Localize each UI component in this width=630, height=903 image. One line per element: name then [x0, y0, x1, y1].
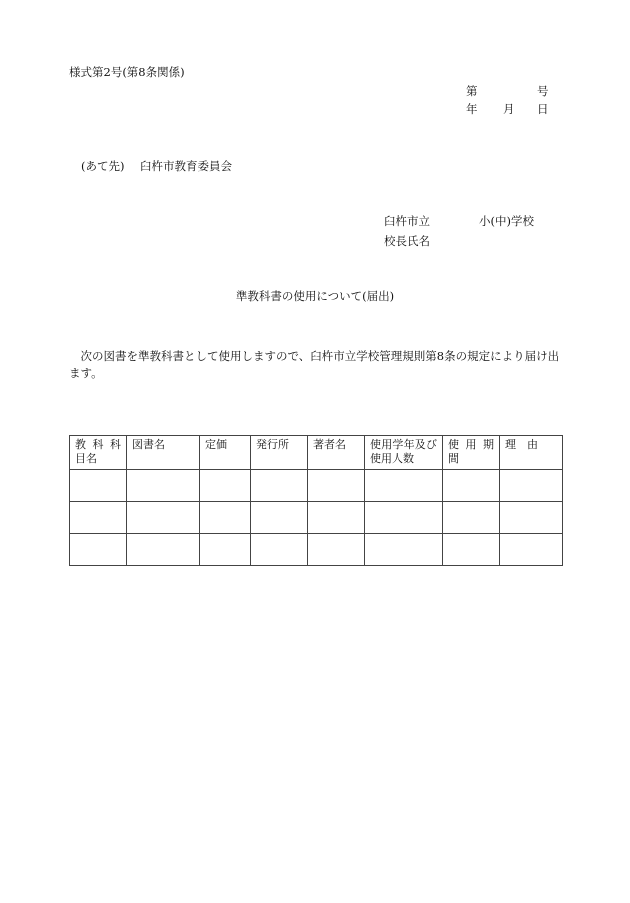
table-cell[interactable]: [365, 502, 443, 534]
document-number-prefix: 第: [466, 84, 478, 98]
textbook-usage-table: [69, 435, 563, 566]
table-row: [70, 470, 563, 502]
table-cell[interactable]: [200, 502, 251, 534]
table-row: [70, 534, 563, 566]
table-cell[interactable]: [70, 470, 127, 502]
table-row: [70, 502, 563, 534]
header-publisher: 発行所: [251, 436, 308, 470]
table-cell[interactable]: [127, 470, 200, 502]
header-author: 著者名: [308, 436, 365, 470]
table-cell[interactable]: [500, 470, 563, 502]
header-grade-and-count: 使用学年及び使用人数: [365, 436, 443, 470]
header-reason: 理 由: [500, 436, 563, 470]
header-book-title: 図書名: [127, 436, 200, 470]
table-cell[interactable]: [308, 502, 365, 534]
addressee-name: 臼杵市教育委員会: [140, 159, 232, 173]
table-cell[interactable]: [127, 534, 200, 566]
table-cell[interactable]: [200, 470, 251, 502]
header-subject: 教 科 科 目名: [70, 436, 127, 470]
table-cell[interactable]: [443, 534, 500, 566]
table-header-row: [70, 436, 563, 470]
date-day-label: 日: [537, 102, 549, 116]
form-number: 様式第2号(第8条関係): [69, 65, 185, 79]
body-text: 次の図書を準教科書として使用しますので、臼杵市立学校管理規則第8条の規定により届け出ます。: [69, 349, 560, 380]
date-year-label: 年: [466, 102, 478, 116]
document-title: 準教科書の使用について(届出): [235, 289, 395, 303]
document-number-suffix: 号: [537, 84, 549, 98]
date-month-label: 月: [503, 102, 515, 116]
table-cell[interactable]: [251, 470, 308, 502]
table-cell[interactable]: [251, 502, 308, 534]
table-cell[interactable]: [200, 534, 251, 566]
header-price: 定価: [200, 436, 251, 470]
sender-city: 臼杵市立: [384, 214, 430, 228]
sender-principal-name-label: 校長氏名: [384, 234, 430, 248]
table-cell[interactable]: [365, 534, 443, 566]
addressee-label: (あて先): [81, 159, 125, 173]
table-cell[interactable]: [70, 534, 127, 566]
table-cell[interactable]: [70, 502, 127, 534]
sender-school: 小(中)学校: [479, 214, 534, 228]
table-cell[interactable]: [443, 502, 500, 534]
table-cell[interactable]: [251, 534, 308, 566]
header-usage-period: 使 用 期 間: [443, 436, 500, 470]
table-cell[interactable]: [308, 470, 365, 502]
table-cell[interactable]: [443, 470, 500, 502]
table-cell[interactable]: [500, 534, 563, 566]
table-cell[interactable]: [308, 534, 365, 566]
table-cell[interactable]: [500, 502, 563, 534]
table-cell[interactable]: [365, 470, 443, 502]
table-cell[interactable]: [127, 502, 200, 534]
